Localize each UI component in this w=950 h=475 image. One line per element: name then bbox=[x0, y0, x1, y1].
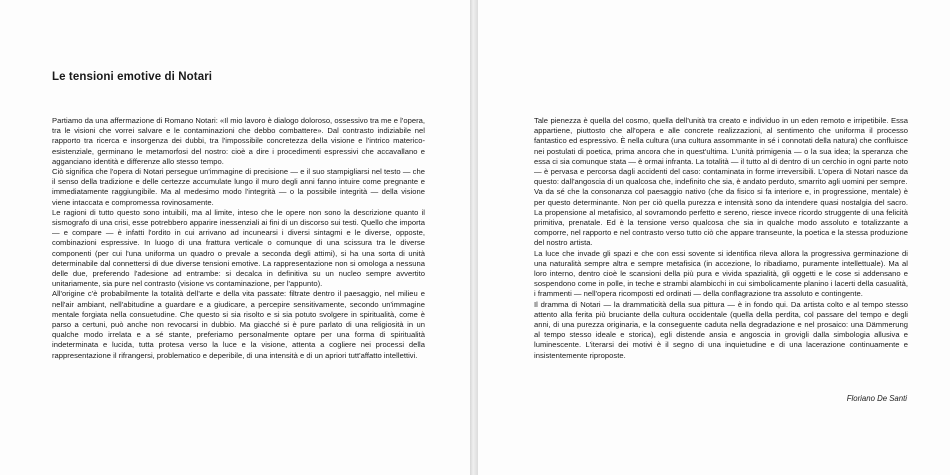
right-text-column bbox=[534, 116, 908, 361]
page-title: Le tensioni emotive di Notari bbox=[52, 71, 213, 83]
paragraph: All'origine c'è probabilmente la totalità dell'arte e della vita passate: filtrate dentro il paesaggio, nel milieu e nell'air ambiant, nell'abitudine a guardare e a giudicare, a percepire sensitivamente, secondo un'immagine mentale forgiata nella consuetudine. Che questo si sia risolto e si sia potuto svolgere in spiritualità, come è parso a certuni, può anche non revocarsi in dubbio. Ma giacché si è pure parlato di una religiosità in un qualche modo irrelata e a sé stante, preferiamo personalmente optare per una forma di spiritualità indeterminata e lucida, tutta protesa verso la luce e la visione, attenta a cogliere nei processi della rappresentazione il rifrangersi, problematico e deperibile, di una intensità e di un apriori tutt'affatto intellettivi. bbox=[52, 289, 425, 360]
paragraph: Il dramma di Notari — la drammaticità della sua pittura — è in fondo qui. Da artista colto e al tempo stesso attento alla ferita più bruciante della cultura occidentale (quella della perdita, col passare del tempo e degli anni, di una purezza originaria, e la conseguente caduta nella degradazione e nel prosaico: una Dämmerung al tempo stesso ideale e storica), egli distende ansia e angoscia in grovigli dalla simbologia allusiva e luminescente. L'iterarsi dei motivi è il segno di una inquietudine e di una lacerazione continuamente e insistentemente riproposte. bbox=[534, 299, 908, 360]
left-text-column bbox=[52, 116, 425, 361]
left-page bbox=[0, 0, 470, 475]
paragraph: Le ragioni di tutto questo sono intuibili, ma al limite, inteso che le opere non sono la descrizione quanto il sismografo di una crisi, esse potrebbero apparire inessenziali ai fini di un discorso sui testi. Quello che importa — e compare — è infatti l'ordito in cui arrivano ad incunearsi i diversi sintagmi e le diverse, opposte, combinazioni espressive. In luogo di una frattura verticale o comunque di una scissura tra le diverse componenti (per cui l'una uniforma un quadro o prevale a seconda degli attimi), si ha una sorta di unità determinabile dal connettersi di due diverse tensioni emotive. La rappresentazione non si omologa a nessuna delle due, preferendo l'adesione ad entrambe: si decalca in definitiva su un nucleo sempre avvertito unitariamente, sia pure nel contrasto (visione vs contaminazione, per l'appunto). bbox=[52, 207, 425, 289]
book-gutter bbox=[470, 0, 478, 475]
paragraph: Partiamo da una affermazione di Romano Notari: «Il mio lavoro è dialogo doloroso, ossessivo tra me e l'opera, tra le visioni che vorrei salvare e le contaminazioni che debbo combattere». Dal contrasto indiziabile nel rapporto tra ricerca e insorgenza dei dubbi, tra l'impossibile concretezza della visione e l'intrico materico-esistenziale, germinano le metamorfosi del nostro: cioè a dire i procedimenti espressivi che accavallano e agganciano identità e differenze allo stesso tempo. bbox=[52, 116, 425, 166]
right-page bbox=[478, 0, 950, 475]
author-signature: Floriano De Santi bbox=[846, 394, 907, 403]
paragraph: La luce che invade gli spazi e che con essi sovente si identifica rileva allora la progressiva germinazione di una naturalità sempre altra e sempre metafisica (in accezione, lo ribadiamo, puramente intellettuale). Ma al loro interno, dentro cioè le scansioni della più pura e vivida spazialità, gli oggetti e le cose si addensano e sospendono come in polle, in teche e strambi alambicchi in cui simbolicamente planino i lacerti della casualità, i frammenti — nell'opera ricomposti ed ordinati — della conflagrazione tra assoluto e contingente. bbox=[534, 248, 908, 299]
paragraph: Va da sé che la consonanza col paesaggio nativo (che da fisico si fa interiore e, in progressione, mentale) è per questo determinante. Non per ciò quella purezza e intensità sono da intendere quasi nostalgia del sacro. La propensione al metafisico, al sovramondo perfetto e sereno, riesce invece ricordo struggente di una felicità primitiva, prenatale. Ed è la tensione verso qualcosa che sia in qualche modo assoluto e totalizzante a comporre, nel rapporto e nel contrasto verso tutto ciò che appare transeunte, la poetica e la stessa produzione del nostro artista. bbox=[534, 187, 908, 248]
paragraph: Tale pienezza è quella del cosmo, quella dell'unità tra creato e individuo in un eden remoto e irripetibile. Essa appartiene, piuttosto che all'opera e alle concrete realizzazioni, al sentimento che uniforma il processo fantastico ed espressivo. È nella cultura (una cultura assommante in sé i connotati della natura) che confluisce nei postulati di poetica, prima ancora che in quest'ultima. L'unità primigenia — o la sua idea; la speranza che essa ci sia comunque stata — è ormai infranta. La totalità — il tutto al di dentro di un cerchio in ogni parte noto — è pervasa e percorsa dagli accidenti del caso: contaminata in forme irreversibili. L'opera di Notari nasce da questo: dall'angoscia di un qualcosa che, indefinito che sia, è andato perduto, smarrito agli uomini per sempre. bbox=[534, 116, 908, 187]
paragraph: Ciò significa che l'opera di Notari persegue un'immagine di precisione — e il suo stampigliarsi nel testo — che il senso della tradizione e delle certezze accumulate lungo il muro degli anni fanno intuire come pregnante e immediatamente raggiungibile. Ma al medesimo modo l'integrità — o la possibile integrità — della visione viene intaccata e compromessa rovinosamente. bbox=[52, 167, 425, 207]
